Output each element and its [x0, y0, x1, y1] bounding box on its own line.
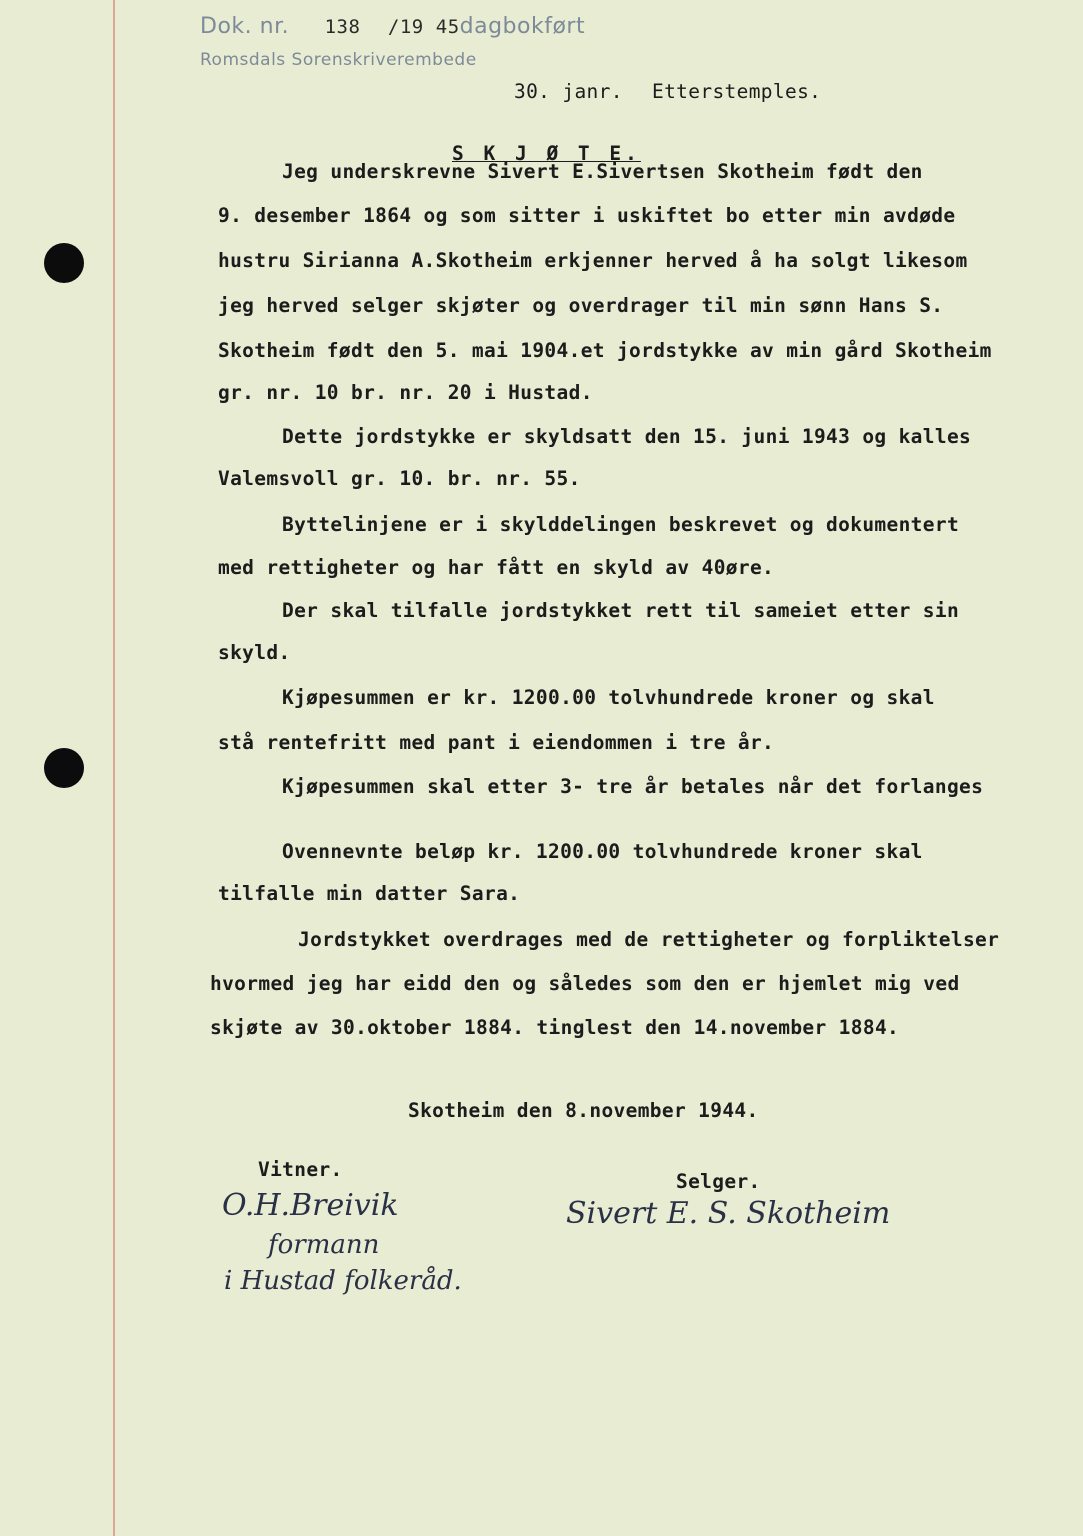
witness-org-handwritten: i Hustad folkeråd.	[224, 1266, 462, 1296]
body-line-15: Kjøpesummen skal etter 3- tre år betales når det forlanges	[282, 775, 984, 798]
registry-stamp	[200, 14, 585, 39]
body-line-2: 9. desember 1864 og som sitter i uskiftet bo etter min avdøde	[218, 204, 956, 227]
body-line-7: Dette jordstykke er skyldsatt den 15. juni 1943 og kalles	[282, 425, 972, 448]
witness-signature: O.H.Breivik	[222, 1188, 399, 1223]
body-line-5: Skotheim født den 5. mai 1904.et jordstykke av min gård Skotheim	[218, 339, 992, 362]
stamp-dagbokfort: dagbokført	[459, 14, 586, 39]
stamp-note: Etterstemples.	[652, 80, 822, 103]
body-line-4: jeg herved selger skjøter og overdrager til min sønn Hans S.	[218, 294, 944, 317]
body-line-18: Jordstykket overdrages med de rettigheter og forpliktelser	[298, 928, 1000, 951]
document-title: S K J Ø T E.	[452, 142, 641, 165]
witness-title-handwritten: formann	[268, 1230, 380, 1260]
body-line-19: hvormed jeg har eidd den og således som den er hjemlet mig ved	[210, 972, 960, 995]
body-line-6: gr. nr. 10 br. nr. 20 i Hustad.	[218, 381, 593, 404]
stamp-office	[200, 50, 477, 70]
punch-hole-bottom	[44, 748, 84, 788]
year-suffix: 45	[435, 16, 460, 38]
seller-label: Selger.	[676, 1170, 761, 1193]
body-line-13: Kjøpesummen er kr. 1200.00 tolvhundrede kroner og skal	[282, 686, 935, 709]
stamp-label: Dok. nr.	[200, 14, 290, 39]
punch-hole-top	[44, 243, 84, 283]
body-line-1: Jeg underskrevne Sivert E.Sivertsen Skotheim født den	[282, 160, 923, 183]
body-line-8: Valemsvoll gr. 10. br. nr. 55.	[218, 467, 581, 490]
body-line-14: stå rentefritt med pant i eiendommen i tre år.	[218, 731, 775, 754]
stamp-office-name: Romsdals Sorenskriverembede	[200, 50, 477, 70]
body-line-3: hustru Sirianna A.Skotheim erkjenner herved å ha solgt likesom	[218, 249, 968, 272]
year-prefix: /19	[387, 16, 424, 38]
body-line-11: Der skal tilfalle jordstykket rett til sameiet etter sin	[282, 599, 960, 622]
doc-number: 138	[324, 16, 361, 38]
place-date: Skotheim den 8.november 1944.	[408, 1099, 759, 1122]
body-line-9: Byttelinjene er i skylddelingen beskrevet og dokumentert	[282, 513, 960, 536]
body-line-12: skyld.	[218, 641, 291, 664]
witness-label: Vitner.	[258, 1158, 343, 1181]
body-line-17: tilfalle min datter Sara.	[218, 882, 521, 905]
seller-signature: Sivert E. S. Skotheim	[566, 1196, 891, 1231]
body-line-16: Ovennevnte beløp kr. 1200.00 tolvhundrede kroner skal	[282, 840, 923, 863]
margin-line	[113, 0, 115, 1536]
body-line-10: med rettigheter og har fått en skyld av 40øre.	[218, 556, 775, 579]
body-line-20: skjøte av 30.oktober 1884. tinglest den 14.november 1884.	[210, 1016, 900, 1039]
stamp-date: 30. janr.	[514, 80, 623, 103]
